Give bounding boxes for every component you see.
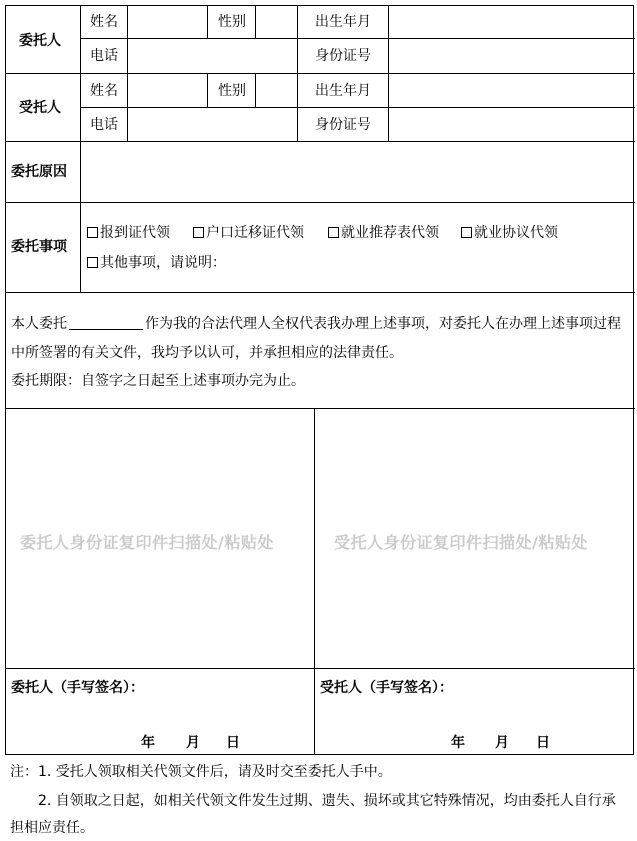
agent-name-blank[interactable] <box>69 317 143 330</box>
agent-label: 受托人 <box>19 100 61 116</box>
col-divider <box>388 6 389 141</box>
agent-gender-label: 性别 <box>218 83 246 99</box>
checkbox-icon[interactable] <box>87 227 98 238</box>
row-divider <box>80 107 635 108</box>
checkbox-item[interactable]: 户口迁移证代领 <box>193 225 304 241</box>
checkbox-item[interactable]: 就业协议代领 <box>461 225 558 241</box>
checkbox-icon[interactable] <box>461 227 472 238</box>
principal-signature-label: 委托人（手写签名）： <box>11 680 144 696</box>
row-divider <box>6 292 635 293</box>
col-divider <box>314 408 315 755</box>
principal-date-month: 月 <box>186 735 200 751</box>
statement-line2: 中所签署的有关文件，我均予以认可，并承担相应的法律责任。 <box>11 345 403 361</box>
principal-gender-label: 性别 <box>218 14 246 30</box>
agent-date-month: 月 <box>495 735 509 751</box>
statement-line3: 委托期限：自签字之日起至上述事项办完为止。 <box>11 373 305 389</box>
statement-line1: 本人委托 作为我的合法代理人全权代表我办理上述事项，对委托人在办理上述事项过程 <box>11 316 621 332</box>
agent-signature-label: 受托人（手写签名）： <box>320 680 453 696</box>
row-divider <box>6 73 635 74</box>
agent-date-day: 日 <box>536 735 550 751</box>
checkbox-item[interactable]: 就业推荐表代领 <box>328 225 439 241</box>
principal-birth-label: 出生年月 <box>315 14 371 30</box>
agent-date-year: 年 <box>451 735 465 751</box>
principal-phone-label: 电话 <box>90 48 118 64</box>
col-divider <box>207 6 208 38</box>
row-divider <box>6 141 635 142</box>
row-divider <box>6 408 635 409</box>
checkbox-icon[interactable] <box>328 227 339 238</box>
col-divider <box>297 6 298 141</box>
row-divider <box>6 668 635 669</box>
agent-name-label: 姓名 <box>90 83 118 99</box>
principal-id-scan-placeholder: 委托人身份证复印件扫描处/粘贴处 <box>20 533 274 552</box>
checkbox-item[interactable]: 报到证代领 <box>87 225 170 241</box>
note-1: 注：1. 受托人领取相关代领文件后，请及时交至委托人手中。 <box>10 764 392 780</box>
col-divider <box>255 6 256 38</box>
checkbox-item[interactable]: 其他事项，请说明： <box>87 255 226 271</box>
col-divider <box>207 73 208 107</box>
agent-birth-label: 出生年月 <box>315 83 371 99</box>
note-2-continued: 担相应责任。 <box>10 820 94 836</box>
col-divider <box>80 6 81 292</box>
agent-id-label: 身份证号 <box>315 117 371 133</box>
row-divider <box>80 38 635 39</box>
agent-phone-label: 电话 <box>90 117 118 133</box>
principal-name-label: 姓名 <box>90 14 118 30</box>
principal-label: 委托人 <box>19 33 61 49</box>
reason-label: 委托原因 <box>11 164 67 180</box>
col-divider <box>255 73 256 107</box>
principal-date-year: 年 <box>141 735 155 751</box>
col-divider <box>127 6 128 141</box>
row-divider <box>6 202 635 203</box>
checkbox-icon[interactable] <box>193 227 204 238</box>
checkbox-icon[interactable] <box>87 257 98 268</box>
principal-id-label: 身份证号 <box>315 48 371 64</box>
principal-date-day: 日 <box>226 735 240 751</box>
matters-label: 委托事项 <box>11 239 67 255</box>
note-2: 2. 自领取之日起，如相关代领文件发生过期、遗失、损坏或其它特殊情况，均由委托人自行承 <box>38 793 616 809</box>
agent-id-scan-placeholder: 受托人身份证复印件扫描处/粘贴处 <box>334 533 588 552</box>
authorization-form-table <box>5 5 634 755</box>
